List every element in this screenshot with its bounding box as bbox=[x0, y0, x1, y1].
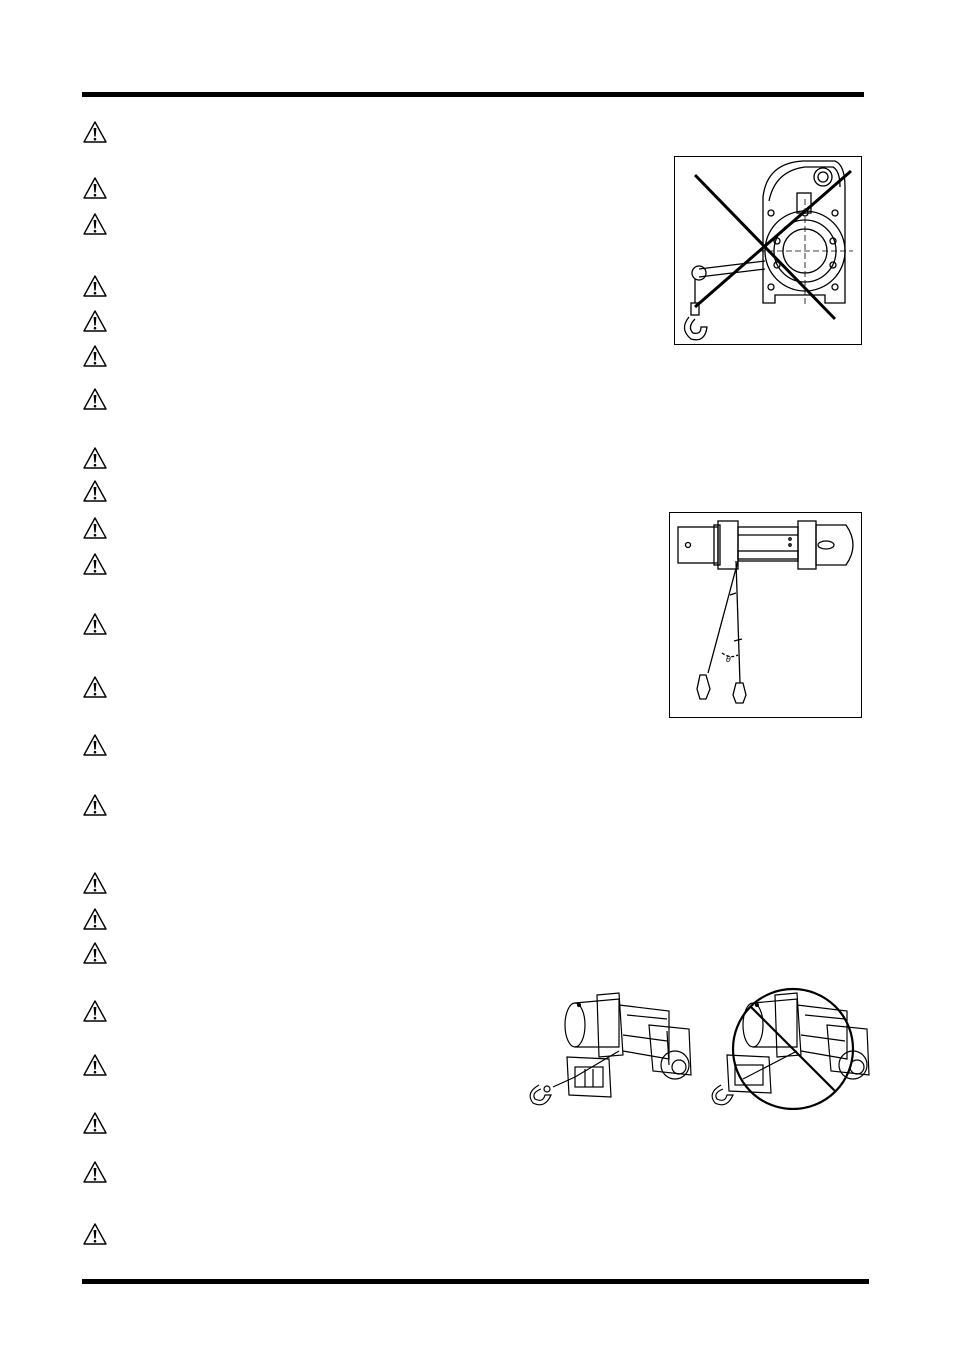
bottom-rule bbox=[82, 1279, 869, 1284]
warning-triangle-icon bbox=[82, 1111, 108, 1135]
warning-triangle-icon bbox=[82, 1053, 108, 1077]
warning-triangle-icon bbox=[82, 344, 108, 368]
warning-triangle-icon bbox=[82, 612, 108, 636]
warning-triangle-icon bbox=[82, 212, 108, 236]
warning-triangle-icon bbox=[82, 479, 108, 503]
top-rule bbox=[82, 92, 864, 97]
warning-triangle-icon bbox=[82, 387, 108, 411]
warning-triangle-icon bbox=[82, 274, 108, 298]
warning-triangle-icon bbox=[82, 999, 108, 1023]
warning-triangle-icon bbox=[82, 446, 108, 470]
svg-text:θ: θ bbox=[726, 655, 731, 664]
warning-triangle-icon bbox=[82, 871, 108, 895]
warning-triangle-icon bbox=[82, 907, 108, 931]
warning-triangle-icon bbox=[82, 516, 108, 540]
warning-triangle-icon bbox=[82, 176, 108, 200]
figure-winch-fairlead-pair bbox=[519, 985, 875, 1110]
winch-side-view-crossed-out-icon bbox=[675, 157, 860, 343]
warning-triangle-icon bbox=[82, 552, 108, 576]
warning-triangle-icon bbox=[82, 120, 108, 144]
warning-triangle-icon bbox=[82, 1160, 108, 1184]
warning-triangle-icon bbox=[82, 675, 108, 699]
warning-triangle-icon bbox=[82, 793, 108, 817]
figure-winch-top-fleet-angle bbox=[669, 512, 862, 718]
figure-winch-side-crossed bbox=[674, 156, 862, 345]
warning-triangle-icon bbox=[82, 1222, 108, 1246]
warning-triangle-icon bbox=[82, 941, 108, 965]
warning-triangle-icon bbox=[82, 733, 108, 757]
winch-top-view-fleet-angle-icon bbox=[670, 513, 860, 716]
winch-with-fairlead-icon bbox=[519, 985, 875, 1110]
warning-triangle-icon bbox=[82, 309, 108, 333]
